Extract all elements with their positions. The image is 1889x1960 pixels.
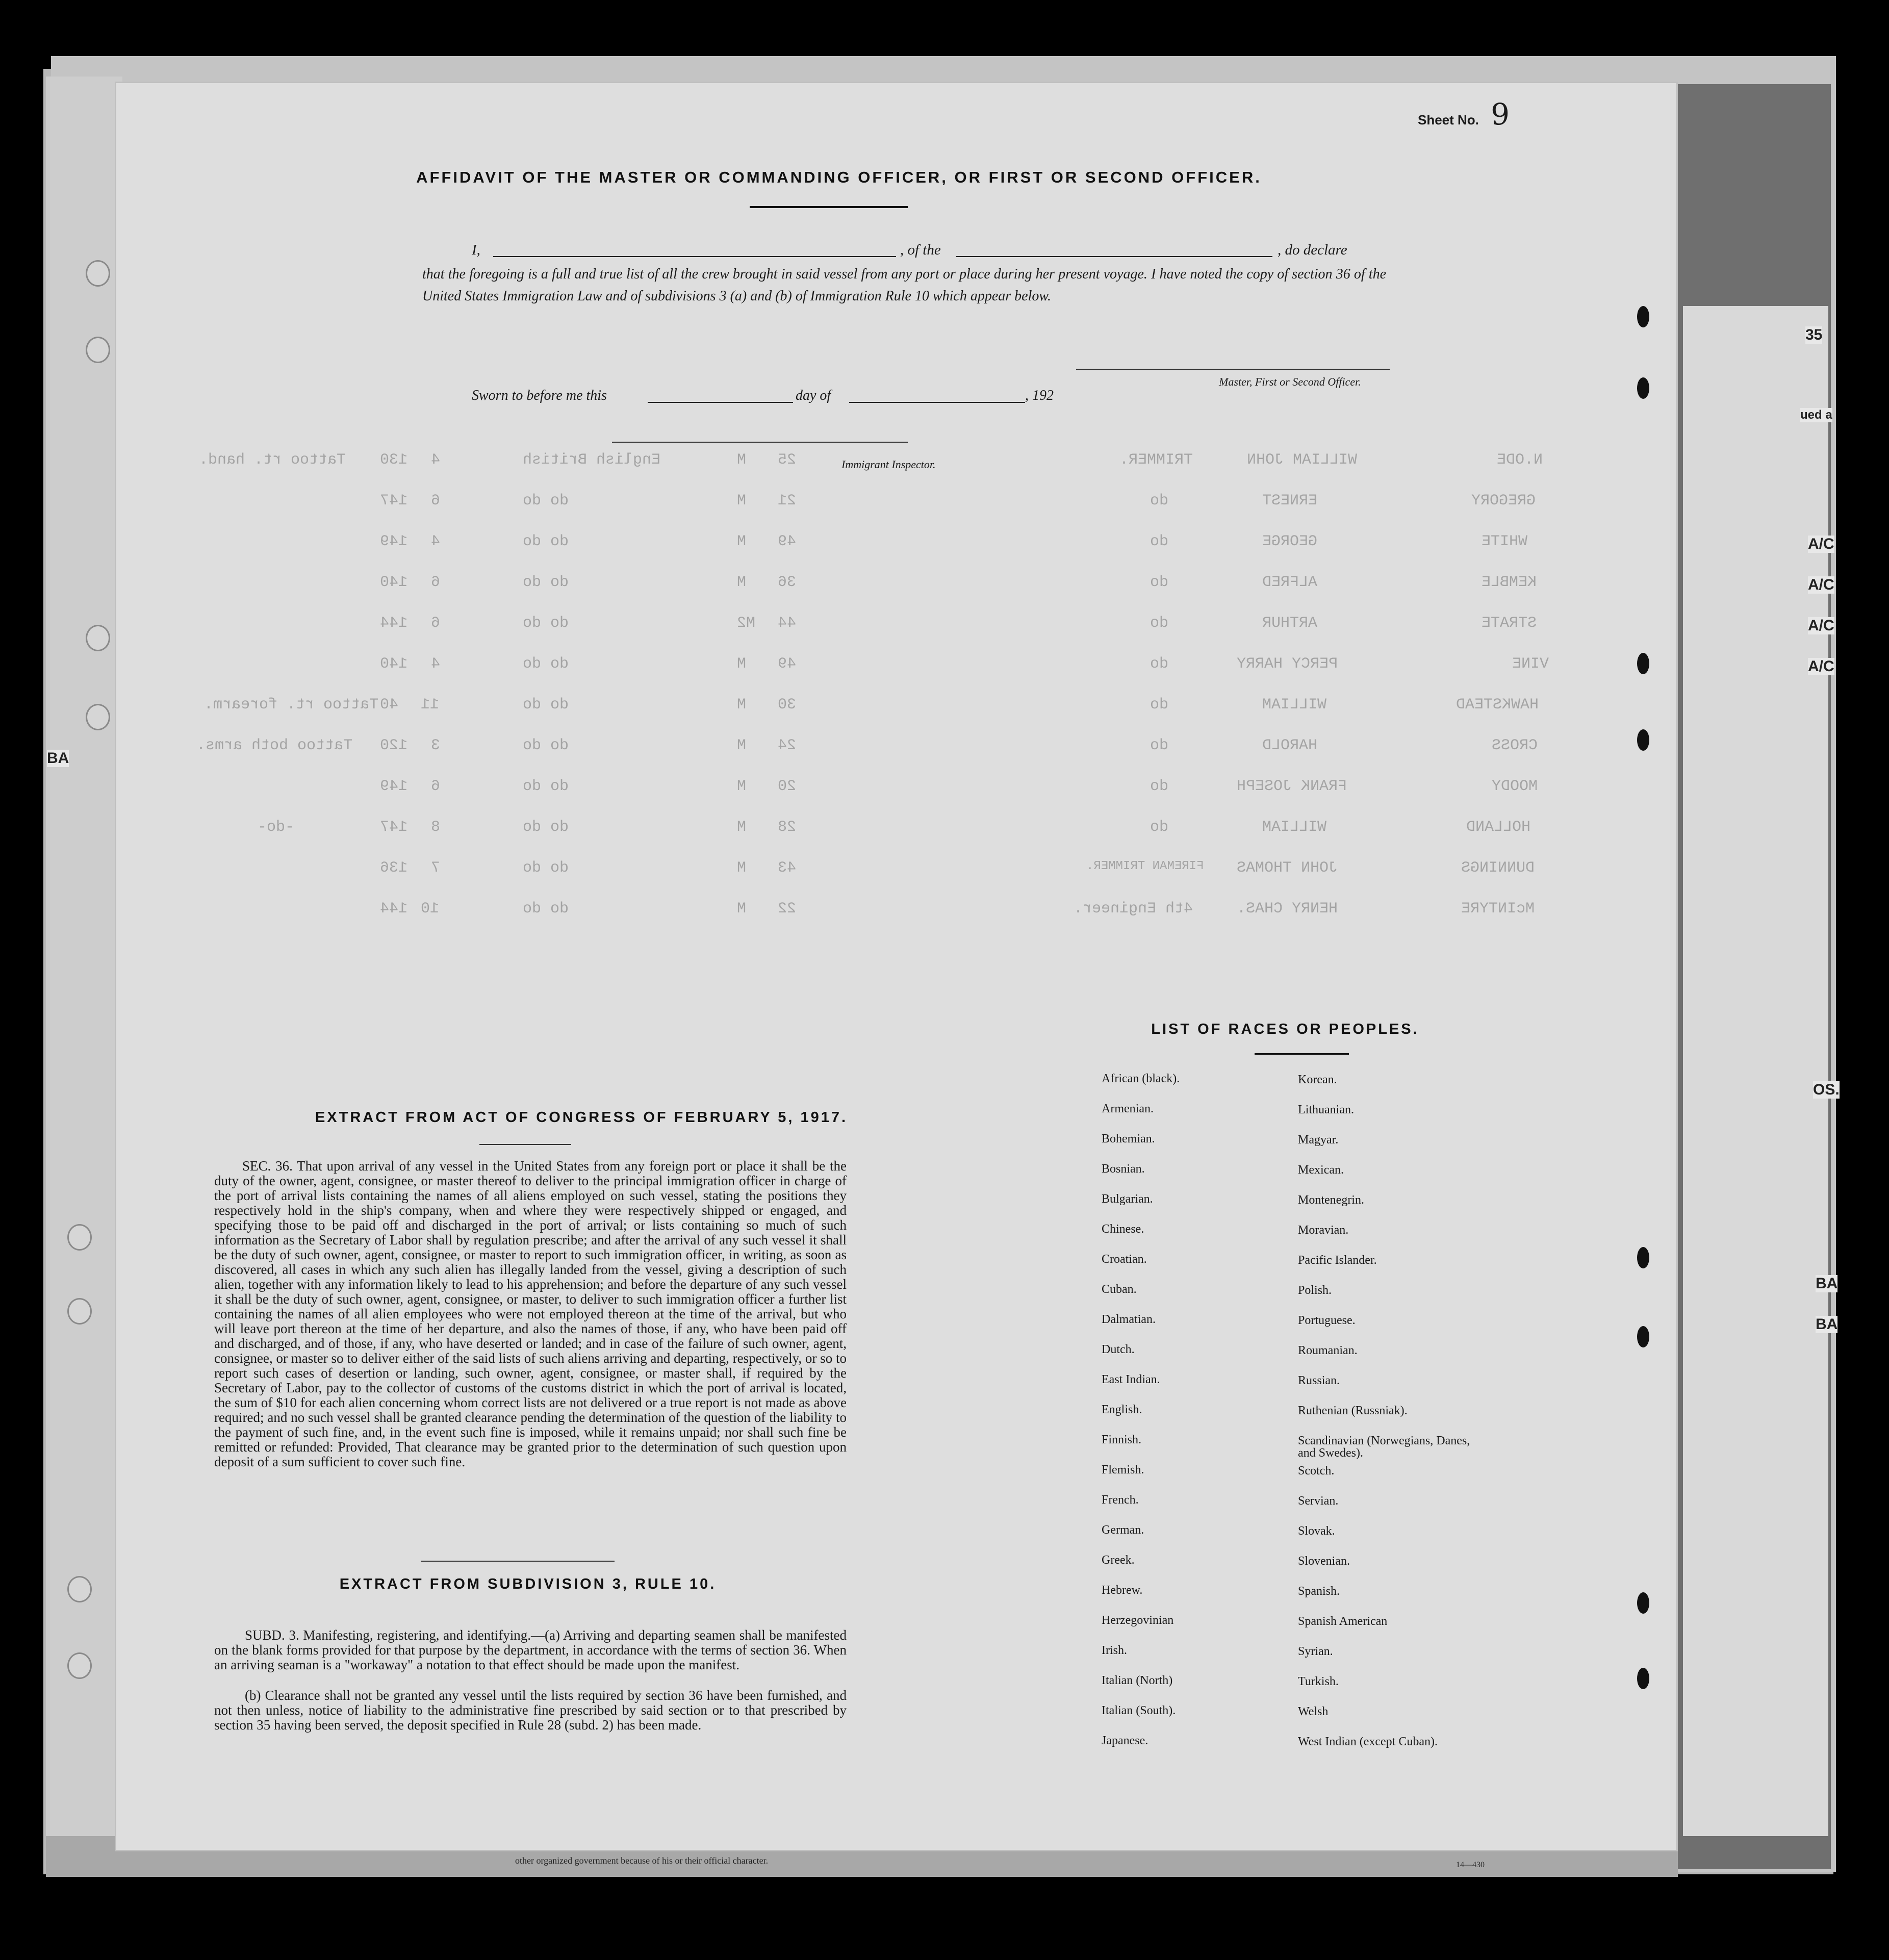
- race-item: African (black).: [1102, 1072, 1180, 1085]
- race-item: English.: [1102, 1403, 1142, 1416]
- race-item: Montenegrin.: [1298, 1193, 1364, 1207]
- right-inner-ledger: [1683, 306, 1828, 1836]
- punch-hole: [1637, 1247, 1649, 1268]
- form-number: 14—430: [1456, 1861, 1485, 1869]
- right-strip-label: BA: [1816, 1316, 1838, 1333]
- punch-hole: [1637, 377, 1649, 399]
- punch-hole: [1637, 729, 1649, 751]
- sheet-number-value: 9: [1491, 97, 1510, 132]
- race-item: Portuguese.: [1298, 1314, 1356, 1327]
- race-item: Hebrew.: [1102, 1584, 1143, 1597]
- crew-ghost-row: STRATE ARTHUR do 44 M2 do do 6 144: [380, 615, 1537, 632]
- race-item: Moravian.: [1298, 1224, 1349, 1237]
- right-strip-label: BA: [1816, 1275, 1838, 1292]
- races-title: LIST OF RACES OR PEOPLES.: [1151, 1021, 1419, 1037]
- race-item: Syrian.: [1298, 1645, 1333, 1658]
- footer-text: other organized government because of his or their official character.: [515, 1855, 769, 1866]
- races-left-column: [1102, 1073, 1306, 1765]
- race-item: Spanish American: [1298, 1615, 1388, 1628]
- day-blank[interactable]: [648, 402, 793, 403]
- binder-ring: [67, 1298, 92, 1325]
- race-item: Chinese.: [1102, 1223, 1144, 1236]
- race-item: Polish.: [1298, 1284, 1332, 1297]
- race-item: Slovenian.: [1298, 1555, 1350, 1568]
- race-item: Flemish.: [1102, 1463, 1144, 1477]
- right-strip-label: A/C: [1808, 658, 1834, 675]
- races-underline: [1255, 1053, 1349, 1055]
- title-underline: [750, 206, 908, 208]
- sworn-label: Sworn to before me this: [472, 388, 607, 403]
- binder-ring: [67, 1576, 92, 1602]
- race-item: Dalmatian.: [1102, 1313, 1156, 1326]
- race-item: Mexican.: [1298, 1163, 1344, 1177]
- punch-hole: [1637, 1326, 1649, 1347]
- race-item: Lithuanian.: [1298, 1103, 1354, 1116]
- affidavit-line1: [472, 242, 1385, 259]
- sec-36-text: SEC. 36. That upon arrival of any vessel in the United States from any foreign port or place it shall be the duty of the owner, agent, consignee, or master thereof to deliver to the principal immigration officer in charge of the port of arrival lists containing the names of all aliens employed on such vessel, stating the positions they respectively hold in the ship's company, when and where they were respectively shipped or engaged, and specifying those to be paid off and discharged in the port of arrival; or lists containing so much of such information as the Secretary of Labor shall by regulation prescribe; and after the arrival of any such vessel it shall be the duty of such owner, agent, consignee, or master to report to such immigration officer, in writing, as soon as discovered, all cases in which any such alien has illegally landed from the vessel, giving a description of such alien, together with any information likely to lead to his apprehension; and before the departure of any such vessel it shall be the duty of such owner, agent, consignee, or master, to deliver to such immigration officer a further list containing the names of all alien employees who were not employed thereon at the time of the arrival, but who will leave port thereon at the time of her departure, and also the names of those, if any, who have been paid off and discharged, and of those, if any, who have deserted or landed; and in case of the failure of such owner, agent, consignee, or master so to deliver either of the said lists of such aliens arriving and departing, respectively, or so to report such cases of desertion or landing, such owner, agent, consignee, or master shall, if required by the Secretary of Labor, pay to the collector of customs of the customs district in which the port of arrival is located, the sum of $10 for each alien concerning whom correct lists are not delivered or a true report is not made as above required; and no such vessel shall be granted clearance pending the determination of the question of the liability to the payment of such fine, and, in the event such fine is imposed, while it remains unpaid; nor shall such fine be remitted or refunded: Provided, That clearance may be granted prior to the determination of such question upon deposit of a sum sufficient to cover such fine.: [214, 1158, 847, 1469]
- races-right-column: [1298, 1074, 1482, 1766]
- race-item: Scandinavian (Norwegians, Danes, and Swedes).: [1298, 1434, 1470, 1460]
- extract-act-underline: [479, 1144, 571, 1145]
- race-item: Bohemian.: [1102, 1132, 1155, 1146]
- race-item: Armenian.: [1102, 1102, 1154, 1115]
- race-item: Bulgarian.: [1102, 1192, 1153, 1206]
- sheet-number: [1418, 97, 1510, 132]
- punch-hole: [1637, 1592, 1649, 1614]
- race-item: Korean.: [1298, 1073, 1337, 1086]
- crew-ghost-row: HOLLAND WILLIAM do 28 M do do 8 147 -do-: [258, 819, 1531, 836]
- year-label: , 192: [1025, 388, 1054, 403]
- race-item: Dutch.: [1102, 1343, 1135, 1356]
- binder-ring: [86, 704, 110, 730]
- binder-ring: [86, 260, 110, 287]
- name-blank[interactable]: [493, 256, 896, 257]
- rule-separator: [421, 1561, 615, 1562]
- race-item: Irish.: [1102, 1644, 1127, 1657]
- master-signature-label: Master, First or Second Officer.: [1219, 375, 1361, 388]
- crew-ghost-row: MOODY FRANK JOSEPH do 20 M do do 6 149: [380, 778, 1538, 795]
- right-strip-label: ued a: [1800, 408, 1832, 422]
- race-item: Italian (South).: [1102, 1704, 1176, 1717]
- race-item: German.: [1102, 1523, 1144, 1537]
- crew-ghost-row: VINE PERCY HARRY do 49 M do do 4 140: [380, 655, 1549, 673]
- crew-ghost-row: McINTYRE HENRY CHAS. 4th Engineer. 22 M do do 10 144: [380, 900, 1535, 918]
- crew-ghost-row: WHITE GEORGE do 49 M do do 4 149: [380, 533, 1528, 550]
- binder-ring: [67, 1224, 92, 1251]
- of-the-label: , of the: [900, 242, 941, 258]
- affidavit-body: that the foregoing is a full and true list of all the crew brought in said vessel from any port or place during her present voyage. I have noted the copy of section 36 of the United States Immigration Law and of subdivisions 3 (a) and (b) of Immigration Rule 10 which appear below.: [422, 266, 1386, 304]
- subd-b-text: (b) Clearance shall not be granted any vessel until the lists required by section 36 have been furnished, and not then unless, notice of liability to the administrative fine prescribed by said section or to that prescribed by section 35 having been served, the deposit specified in Rule 28 (subd. 2) has been made.: [214, 1688, 847, 1733]
- race-item: Cuban.: [1102, 1283, 1137, 1296]
- punch-hole: [1637, 653, 1649, 674]
- day-of-label: day of: [796, 388, 831, 403]
- race-item: Servian.: [1298, 1494, 1339, 1508]
- binder-ring: [86, 625, 110, 651]
- race-item: Japanese.: [1102, 1734, 1148, 1747]
- race-item: Herzegovinian: [1102, 1614, 1174, 1627]
- extract-act-title: EXTRACT FROM ACT OF CONGRESS OF FEBRUARY 5, 1917.: [315, 1109, 848, 1126]
- right-strip-label: A/C: [1808, 536, 1834, 552]
- race-item: Pacific Islander.: [1298, 1254, 1377, 1267]
- binder-ring: [67, 1652, 92, 1679]
- race-item: Italian (North): [1102, 1674, 1173, 1687]
- subd-a-text: SUBD. 3. Manifesting, registering, and identifying.—(a) Arriving and departing seamen shall be manifested on the blank forms provided for that purpose by the department, in accordance with the terms of section 36. When an arriving seaman is a "workaway" a notation to that effect should be made upon the manifest.: [214, 1627, 847, 1672]
- race-item: Slovak.: [1298, 1524, 1335, 1538]
- race-item: East Indian.: [1102, 1373, 1160, 1386]
- right-strip-label: A/C: [1808, 576, 1834, 593]
- race-item: Spanish.: [1298, 1585, 1340, 1598]
- race-item: Magyar.: [1298, 1133, 1339, 1147]
- sheet-number-label: Sheet No.: [1418, 112, 1479, 128]
- race-item: West Indian (except Cuban).: [1298, 1735, 1438, 1748]
- race-item: Croatian.: [1102, 1253, 1147, 1266]
- crew-ghost-row: KEMBLE ALFRED do 36 M do do 6 140: [380, 574, 1537, 591]
- race-item: Bosnian.: [1102, 1162, 1145, 1176]
- race-item: French.: [1102, 1493, 1139, 1507]
- inspector-signature-line[interactable]: [612, 442, 908, 443]
- race-item: Finnish.: [1102, 1433, 1142, 1446]
- inspector-label: Immigrant Inspector.: [841, 458, 936, 471]
- race-item: Roumanian.: [1298, 1344, 1358, 1357]
- crew-list-show-through: [115, 451, 1678, 1023]
- affidavit-title: AFFIDAVIT OF THE MASTER OR COMMANDING OFFICER, OR FIRST OR SECOND OFFICER.: [416, 168, 1262, 186]
- punch-hole: [1637, 1668, 1649, 1689]
- extract-rule-title: EXTRACT FROM SUBDIVISION 3, RULE 10.: [339, 1576, 717, 1592]
- sworn-line: [472, 388, 1237, 404]
- race-item: Greek.: [1102, 1554, 1135, 1567]
- race-item: Russian.: [1298, 1374, 1340, 1387]
- right-strip-label: BA: [47, 750, 69, 767]
- declare-label: , do declare: [1278, 242, 1347, 258]
- crew-ghost-row: HAWKSTEAD WILLIAM do 30 M do do 11 40 Tattoo rt. forearm.: [204, 696, 1539, 714]
- crew-ghost-row: DUNNINGS JOHN THOMAS FIREMAN TRIMMER. 43 M do do 7 136: [380, 859, 1535, 877]
- crew-ghost-row: GREGORY ERNEST do 21 M do do 6 147: [380, 492, 1536, 510]
- affidavit-i-label: I,: [472, 242, 480, 258]
- right-strip-label: A/C: [1808, 617, 1834, 634]
- affidavit-page: [115, 82, 1678, 1851]
- month-blank[interactable]: [849, 402, 1025, 403]
- race-item: Turkish.: [1298, 1675, 1339, 1688]
- crew-ghost-row: CROSS HAROLD do 24 M do do 3 120 Tattoo both arms.: [196, 737, 1538, 754]
- binder-ring: [86, 337, 110, 363]
- crew-ghost-row: N.ODE WILLIAM JOHN TRIMMER. 25 M English British 4 130 Tattoo rt. hand.: [199, 451, 1543, 469]
- race-item: Ruthenian (Russniak).: [1298, 1404, 1408, 1417]
- master-signature-line[interactable]: [1076, 369, 1390, 370]
- race-item: Welsh: [1298, 1705, 1329, 1718]
- punch-hole: [1637, 306, 1649, 327]
- right-strip-label: 35: [1805, 326, 1823, 343]
- right-strip-label: OS.: [1813, 1081, 1840, 1098]
- race-item: Scotch.: [1298, 1464, 1335, 1478]
- vessel-blank[interactable]: [956, 256, 1272, 257]
